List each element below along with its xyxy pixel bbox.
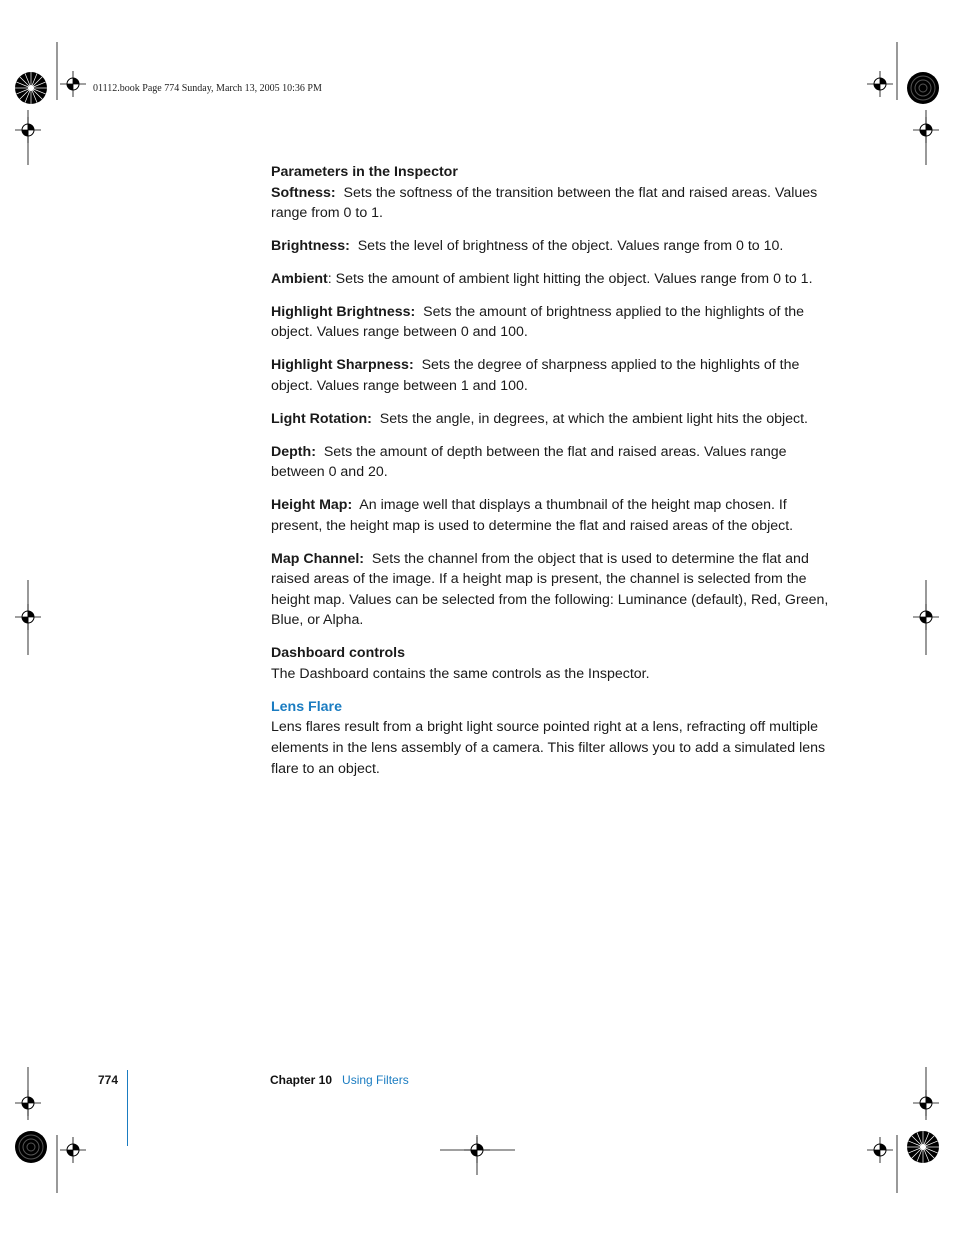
param-term: Brightness: xyxy=(271,238,350,255)
param-ambient xyxy=(271,269,831,290)
dashboard-text: The Dashboard contains the same controls as the Inspector. xyxy=(271,665,650,682)
param-term: Highlight Brightness: xyxy=(271,303,416,320)
param-text: An image well that displays a thumbnail of the height map chosen. If present, the height map is used to determine the flat and raised areas of the object. xyxy=(271,497,794,534)
param-text: Sets the level of brightness of the object. Values range from 0 to 10. xyxy=(357,238,784,255)
footer-chapter xyxy=(270,1073,409,1087)
param-highlight-sharpness xyxy=(271,355,831,396)
chapter-title: Using Filters xyxy=(342,1073,409,1087)
param-term: Depth: xyxy=(271,443,316,460)
page-number: 774 xyxy=(98,1073,119,1087)
lens-flare-text: Lens flares result from a bright light source pointed right at a lens, refracting off multiple elements in the lens assembly of a camera. This filter allows you to add a simulated lens flare to an object. xyxy=(271,719,826,777)
param-term: Highlight Sharpness: xyxy=(271,357,414,374)
param-term: Ambient xyxy=(271,270,328,287)
lens-flare-section xyxy=(271,697,831,779)
chapter-label: Chapter 10 xyxy=(270,1073,333,1087)
print-header: 01112.book Page 774 Sunday, March 13, 2005 10:36 PM xyxy=(93,83,322,94)
dashboard-heading: Dashboard controls xyxy=(271,645,406,662)
param-term: Softness: xyxy=(271,184,336,201)
param-term: Height Map: xyxy=(271,497,353,514)
param-text: Sets the degree of sharpness applied to the highlights of the object. Values range between 1 and 100. xyxy=(271,357,800,394)
footer-divider xyxy=(127,1070,128,1146)
param-term: Map Channel: xyxy=(271,550,365,567)
dashboard-section xyxy=(271,643,831,684)
param-term: Light Rotation: xyxy=(271,410,372,427)
param-highlight-brightness xyxy=(271,302,831,343)
param-softness xyxy=(271,183,831,224)
param-light-rotation xyxy=(271,409,831,430)
param-depth xyxy=(271,442,831,483)
param-text: Sets the angle, in degrees, at which the ambient light hits the object. xyxy=(379,410,809,427)
main-content xyxy=(271,162,831,792)
param-text: Sets the amount of brightness applied to the highlights of the object. Values range between 0 and 100. xyxy=(271,303,805,341)
param-map-channel xyxy=(271,549,831,631)
param-text: Sets the softness of the transition between the flat and raised areas. Values range from 0 to 1. xyxy=(271,184,818,222)
param-brightness xyxy=(271,236,831,257)
param-text: Sets the channel from the object that is used to determine the flat and raised areas of the image. If a height map is present, the channel is selected from the height map. Values can be selected from the following: Luminance (default), Red, Green, Blue, or Alpha. xyxy=(271,550,829,629)
lens-flare-heading: Lens Flare xyxy=(271,698,342,715)
param-height-map xyxy=(271,495,831,536)
param-text: : Sets the amount of ambient light hitting the object. Values range from 0 to 1. xyxy=(327,270,813,287)
param-text: Sets the amount of depth between the flat and raised areas. Values range between 0 and 20. xyxy=(271,443,787,481)
inspector-heading: Parameters in the Inspector xyxy=(271,164,458,180)
